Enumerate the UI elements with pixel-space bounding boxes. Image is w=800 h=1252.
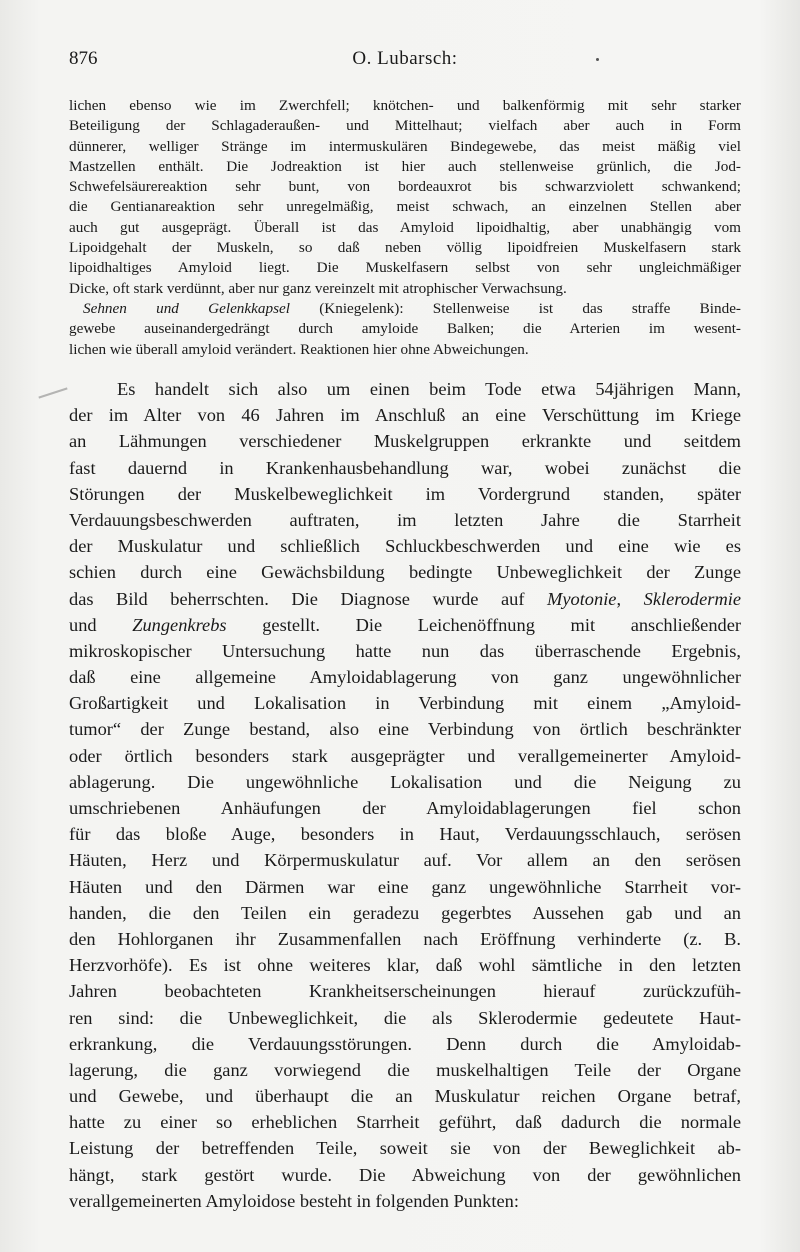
diagnosis-zungenkrebs: Zungenkrebs: [132, 614, 227, 635]
text-line: Häuten und den Därmen war eine ganz ungewöhnliche Starrheit vor-: [69, 876, 741, 897]
text-line: handen, die den Teilen ein geradezu gegerbtes Aussehen gab und an: [69, 902, 741, 923]
main-text-block: [69, 376, 741, 1214]
text-line: der im Alter von 46 Jahren im Anschluß an eine Verschüttung im Kriege: [69, 405, 741, 426]
diagnosis-post: gestellt. Die Leichenöffnung mit anschließender: [226, 614, 741, 635]
text-line: Schwefelsäurereaktion sehr bunt, von bordeauxrot bis schwarzviolett schwankend;: [69, 178, 741, 196]
text-line: erkrankung, die Verdauungsstörungen. Denn durch die Amyloidab-: [69, 1033, 741, 1054]
text-line: hatte zu einer so erheblichen Starrheit geführt, daß dadurch die normale: [69, 1112, 741, 1133]
margin-speck: [596, 58, 599, 61]
diagnosis-comma: ,: [616, 588, 644, 609]
text-line: Großartigkeit und Lokalisation in Verbindung mit einem „Amyloid-: [69, 693, 741, 714]
text-line: lichen wie überall amyloid verändert. Reaktionen hier ohne Abweichungen.: [69, 340, 529, 358]
text-line: hängt, stark gestört wurde. Die Abweichung von der gewöhnlichen: [69, 1164, 741, 1185]
text-line: Beteiligung der Schlagaderaußen- und Mittelhaut; vielfach aber auch in Form: [69, 117, 741, 135]
text-line: mikroskopischer Untersuchung hatte nun das überraschende Ergebnis,: [69, 640, 741, 661]
text-line: Häuten, Herz und Körpermuskulatur auf. Vor allem an den serösen: [69, 850, 741, 871]
text-line: Verdauungsbeschwerden auftraten, im letzten Jahre die Starrheit: [69, 509, 741, 530]
sehnen-line: [69, 299, 741, 319]
text-line: der Muskulatur und schließlich Schluckbeschwerden und eine wie es: [69, 536, 741, 557]
text-line: und Gewebe, und überhaupt die an Muskulatur reichen Organe betraf,: [69, 1086, 741, 1107]
text-line: fast dauernd in Krankenhausbehandlung war, wobei zunächst die: [69, 457, 741, 478]
running-head: O. Lubarsch:: [352, 48, 458, 69]
text-line: Lipoidgehalt der Muskeln, so daß neben völlig lipoidfreien Muskelfasern stark: [69, 239, 741, 257]
text-line: schien durch eine Gewächsbildung bedingte Unbeweglichkeit der Zunge: [69, 562, 741, 583]
sehnen-heading: Sehnen und Gelenkkapsel: [83, 299, 290, 317]
text-line: lipoidhaltiges Amyloid liegt. Die Muskelfasern selbst von sehr ungleichmäßiger: [69, 259, 741, 277]
diagnosis-line-2: [69, 612, 741, 638]
diagnosis-myotonie: Myotonie: [547, 588, 617, 609]
text-line: lagerung, die ganz vorwiegend die muskelhaltigen Teile der Organe: [69, 1059, 741, 1080]
diagnosis-und: und: [69, 614, 133, 635]
text-line: Mastzellen enthält. Die Jodreaktion ist hier auch stellenweise grünlich, die Jod-: [69, 157, 741, 175]
text-line: Leistung der betreffenden Teile, soweit sie von der Beweglichkeit ab-: [69, 1138, 741, 1159]
diagnosis-pre: das Bild beherrschten. Die Diagnose wurde auf: [69, 588, 548, 609]
text-line: dünnerer, welliger Stränge im intermuskulären Bindegewebe, das meist mäßig viel: [69, 137, 741, 155]
text-line: verallgemeinerten Amyloidose besteht in folgenden Punkten:: [69, 1190, 519, 1211]
diagnosis-line: [69, 586, 741, 612]
text-line: gewebe auseinandergedrängt durch amyloide Balken; die Arterien im wesent-: [69, 320, 741, 338]
text-line: ablagerung. Die ungewöhnliche Lokalisation und die Neigung zu: [69, 771, 741, 792]
text-line: an Lähmungen verschiedener Muskelgruppen erkrankte und seitdem: [69, 431, 741, 452]
text-line: auch gut ausgeprägt. Überall ist das Amyloid lipoidhaltig, aber unabhängig vom: [69, 218, 741, 236]
text-line: Jahren beobachteten Krankheitserscheinungen hierauf zurückzufüh-: [69, 981, 741, 1002]
sehnen-text: (Kniegelenk): Stellenweise ist das straffe Binde-: [289, 299, 741, 317]
text-line: umschriebenen Anhäufungen der Amyloidablagerungen fiel schon: [69, 798, 741, 818]
page-number: 876: [69, 48, 98, 69]
text-line: Es handelt sich also um einen beim Tode etwa 54jährigen Mann,: [117, 379, 741, 399]
small-print-block: [69, 96, 741, 360]
text-line: Störungen der Muskelbeweglichkeit im Vordergrund standen, später: [69, 483, 741, 504]
text-line: daß eine allgemeine Amyloidablagerung von ganz ungewöhnlicher: [69, 667, 741, 688]
text-line: tumor“ der Zunge bestand, also eine Verbindung von örtlich beschränkter: [69, 719, 741, 740]
diagnosis-sklerodermie: Sklerodermie: [643, 588, 741, 609]
text-line: lichen ebenso wie im Zwerchfell; knötchen- und balkenförmig mit sehr starker: [69, 97, 741, 114]
text-line: Dicke, oft stark verdünnt, aber nur ganz vereinzelt mit atrophischer Verwachsung.: [69, 279, 567, 297]
text-line: den Hohlorganen ihr Zusammenfallen nach Eröffnung verhinderte (z. B.: [69, 928, 741, 949]
pencil-mark: [38, 387, 67, 398]
text-line: oder örtlich besonders stark ausgeprägter und verallgemeinerter Amyloid-: [69, 745, 741, 766]
text-line: für das bloße Auge, besonders in Haut, Verdauungsschlauch, serösen: [69, 824, 741, 845]
text-line: Herzvorhöfe). Es ist ohne weiteres klar, daß wohl sämtliche in den letzten: [69, 955, 741, 976]
page-header: [69, 48, 741, 78]
text-line: die Gentianareaktion sehr unregelmäßig, meist schwach, an einzelnen Stellen aber: [69, 198, 741, 216]
text-line: ren sind: die Unbeweglichkeit, die als Sklerodermie gedeutete Haut-: [69, 1007, 741, 1028]
